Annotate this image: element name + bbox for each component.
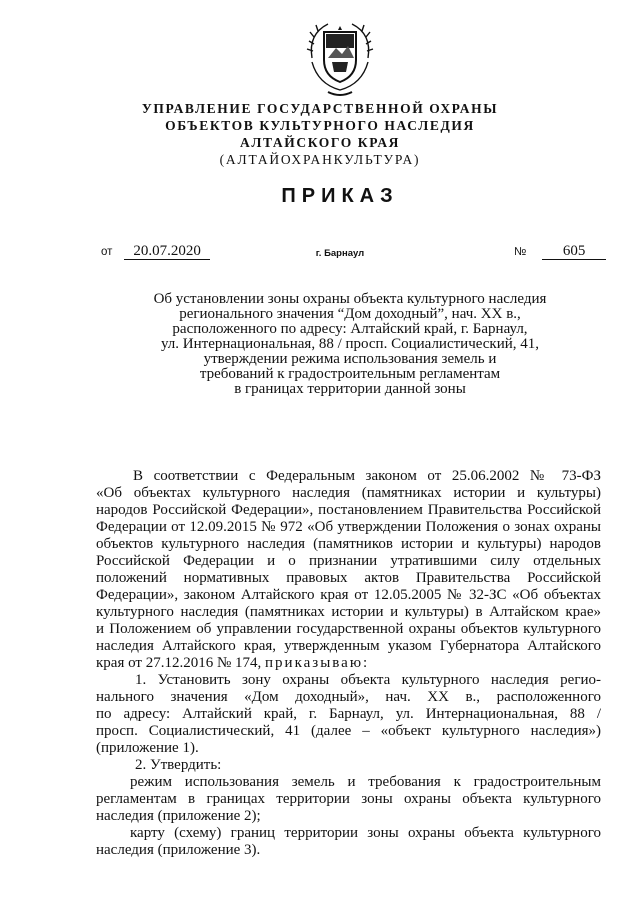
item1-last-line: (приложение 1).: [96, 740, 199, 756]
preamble-last-line: [96, 655, 601, 672]
document-subject: [140, 292, 560, 397]
preamble-line: Федерации», законом Алтайского края от 12.05.2005 № 32-ЗС «Об объектах: [96, 587, 601, 603]
preamble-line: Российской Федерации и о признании утратившими силу отдельных: [96, 553, 601, 569]
document-number: 605: [542, 243, 606, 260]
preamble-ending: края от 27.12.2016 № 174,: [96, 655, 262, 671]
org-line-4: (АЛТАЙОХРАНКУЛЬТУРА): [219, 152, 421, 167]
subject-line: регионального значения “Дом доходный”, нач. XX в.,: [179, 306, 521, 322]
org-line-1: УПРАВЛЕНИЕ ГОСУДАРСТВЕННОЙ ОХРАНЫ: [141, 101, 499, 116]
subject-line: утверждении режима использования земель и: [203, 351, 497, 367]
city-label: г. Барнаул: [315, 248, 365, 259]
preamble-line: наследия Алтайского края, утвержденным указом Губернатора Алтайского: [96, 638, 601, 654]
document-body: [96, 468, 601, 859]
preamble-line: В соответствии с Федеральным законом от 25.06.2002 № 73-ФЗ: [133, 468, 601, 484]
item1-line: нального значения «Дом доходный», нач. XX в., расположенного: [96, 689, 601, 705]
preamble-line: и Положением об управлении государственной охраны объектов культурного: [96, 621, 601, 637]
org-line-2: ОБЪЕКТОВ КУЛЬТУРНОГО НАСЛЕДИЯ: [165, 118, 475, 133]
item2a-line: регламентам в границах территории зоны охраны объекта культурного: [96, 791, 601, 807]
item1-line: 1. Установить зону охраны объекта культурного наследия регио-: [135, 672, 601, 688]
preamble-line: культурного наследия (памятниках истории и культуры) в Алтайском крае»: [96, 604, 601, 620]
preamble-line: объектов культурного наследия (памятников истории и культуры) народов: [96, 536, 601, 552]
item1-line: по адресу: Алтайский край, г. Барнаул, ул. Интернациональная, 88 /: [96, 706, 601, 722]
subject-line: Об установлении зоны охраны объекта культурного наследия: [153, 291, 547, 307]
org-line-3: АЛТАЙСКОГО КРАЯ: [239, 135, 401, 150]
item2a-line: режим использования земель и требования к градостроительным: [130, 774, 601, 790]
subject-line: в границах территории данной зоны: [234, 381, 466, 397]
number-prefix: №: [514, 246, 527, 258]
item1-line: просп. Социалистический, 41 (далее – «объект культурного наследия»): [96, 723, 601, 739]
item2a-last-line: наследия (приложение 2);: [96, 808, 261, 824]
altai-krai-coat-of-arms-icon: [298, 14, 382, 98]
item2b-last-line: наследия (приложение 3).: [96, 842, 261, 858]
item2-heading: 2. Утвердить:: [135, 757, 222, 773]
document-title: ПРИКАЗ: [281, 185, 399, 207]
organization-name: [0, 100, 640, 168]
subject-line: расположенного по адресу: Алтайский край, г. Барнаул,: [172, 321, 528, 337]
preamble-line: положений нормативных правовых актов Правительства Российской: [96, 570, 601, 586]
subject-line: требований к градостроительным регламентам: [199, 366, 501, 382]
preamble-line: народов Российской Федерации», постановлением Правительства Российской: [96, 502, 601, 518]
subject-line: ул. Интернациональная, 88 / просп. Социалистический, 41,: [160, 336, 540, 352]
date-prefix: от: [101, 246, 113, 258]
item2b-line: карту (схему) границ территории зоны охраны объекта культурного: [130, 825, 601, 841]
preamble-line: «Об объектах культурного наследия (памятниках истории и культуры): [96, 485, 601, 501]
number-block: [514, 243, 606, 260]
preamble-line: Федерации от 12.09.2015 № 972 «Об утверждении Положения о зонах охраны: [96, 519, 601, 535]
order-word: приказываю:: [265, 655, 370, 671]
document-date: 20.07.2020: [124, 243, 210, 260]
